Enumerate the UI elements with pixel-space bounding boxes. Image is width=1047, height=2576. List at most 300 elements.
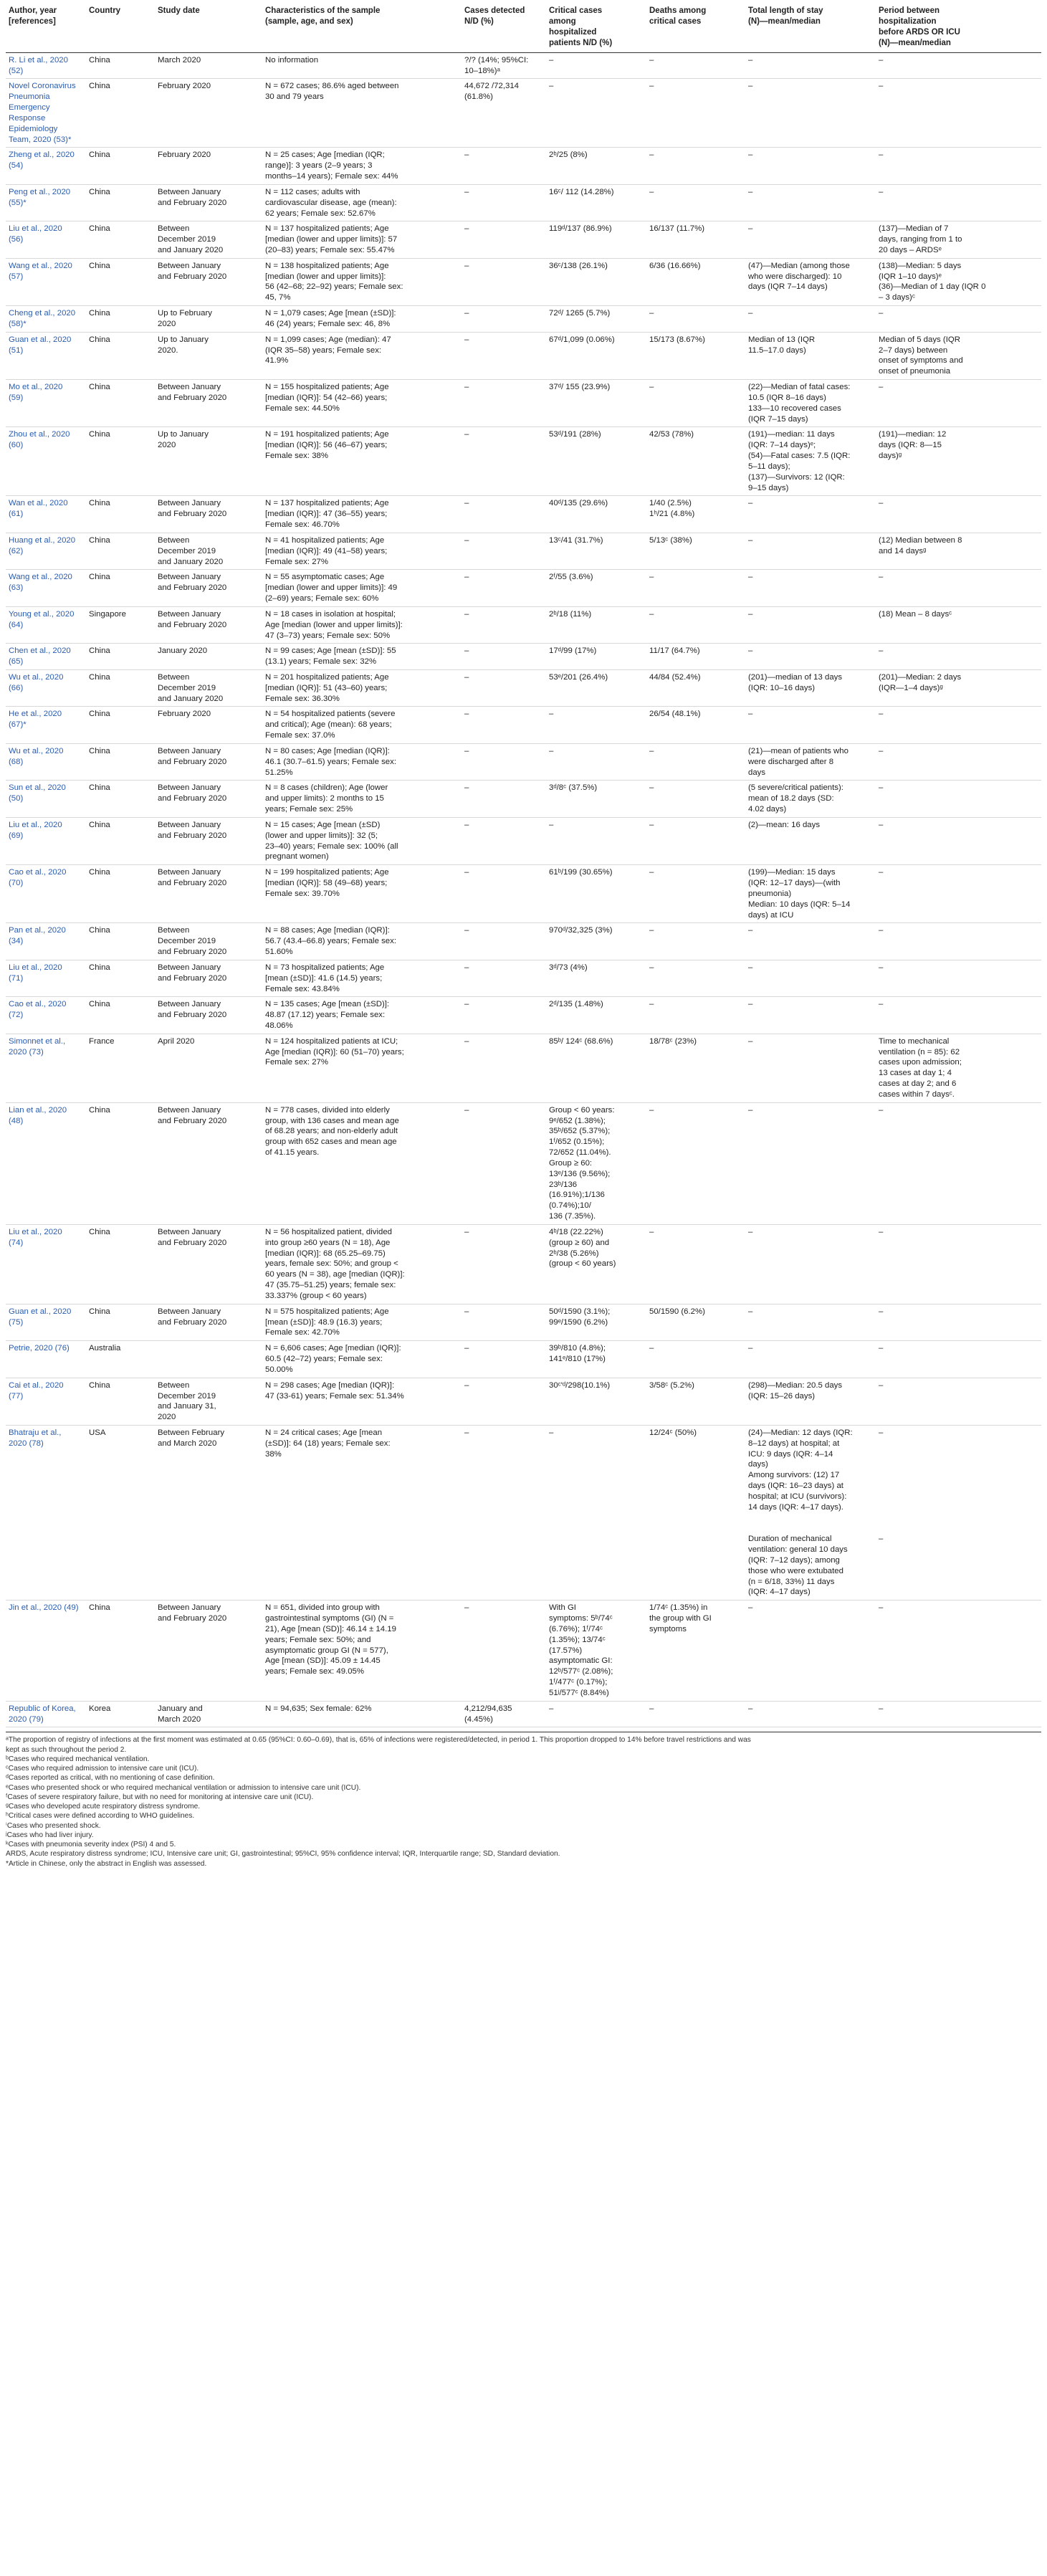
cell-characteristics: N = 55 asymptomatic cases; Age [median (lower and upper limits)]: 49 (2–69) years; Female sex: 60% [265,573,398,604]
cell-deaths: 5/13ᶜ (38%) [649,535,692,545]
cell-total-stay: (5 severe/critical patients): mean of 18.2 days (SD: 4.02 days) [748,783,843,814]
cell-critical-cases: 40ᵈ/135 (29.6%) [549,499,608,508]
cell-total-stay: (24)—Median: 12 days (IQR: 8–12 days) at hospital; at ICU: 9 days (IQR: 4–14 days) Among survivors: (12) 17 days (IQR: 16–23 days) at hospital; at ICU (survivors): 14 days (IQR: 4–17 days). Duration of mechanical ventilation: general 10 days (IQR: 7–12 days); among those who were extubated (n = 6/18, 33%) 11 days (IQR: 4–17 days) [748,1428,853,1597]
cell-critical-cases: 85ᵇ/ 124ᶜ (68.6%) [549,1036,613,1046]
table-body [6,52,1041,1727]
cell-cases-detected: 44,672 /72,314 (61.8%) [464,82,520,102]
cell-total-stay: – [748,926,753,935]
cell-characteristics: N = 56 hospitalized patient, divided into group ≥60 years (N = 18), Age [median (IQR)]: 68 (65.25–69.75) years, female sex: 50%; and group < 60 years (N = 38), age [median (IQR)]: 47 (35.75–51.25) years; female sex: 33.337% (group < 60 years) [265,1227,405,1300]
cell-deaths: – [649,1227,654,1236]
cell-author: R. Li et al., 2020 (52) [9,55,68,75]
cell-author: Chen et al., 2020 (65) [9,647,71,667]
cell-deaths: – [649,1000,654,1009]
cell-period: – [879,82,884,91]
table-row [6,606,1041,643]
cell-critical-cases: 2ᵇ/25 (8%) [549,151,588,160]
cell-characteristics: N = 672 cases; 86.6% aged between 30 and 79 years [265,82,399,102]
cell-total-stay: – [748,647,753,656]
cell-cases-detected: – [464,1227,469,1236]
cell-total-stay: (298)—Median: 20.5 days (IQR: 15–26 days) [748,1380,843,1401]
cell-period: Median of 5 days (IQR 2–7 days) between onset of symptoms and onset of pneumonia [879,335,963,376]
cell-period: – [879,309,884,318]
cell-cases-detected: – [464,868,469,877]
table-footnotes [6,1732,1041,1869]
cell-critical-cases: 2ᵈ/135 (1.48%) [549,1000,603,1009]
cell-cases-detected: – [464,1036,469,1046]
table-row [6,1425,1041,1600]
cell-country: China [89,672,110,682]
cell-cases-detected: ?/? (14%; 95%CI: 10–18%)ᵃ [464,55,529,75]
header-deaths: Deaths among critical cases [646,4,745,52]
cell-author: Cheng et al., 2020 (58)* [9,309,76,328]
cell-study-date: Up to January 2020 [158,430,209,450]
cell-cases-detected: – [464,309,469,318]
cell-critical-cases: – [549,746,554,755]
cell-author: Wang et al., 2020 (57) [9,261,72,281]
cell-cases-detected: – [464,710,469,719]
cell-characteristics: N = 94,635; Sex female: 62% [265,1704,372,1713]
cell-characteristics: N = 8 cases (children); Age (lower and upper limits): 2 months to 15 years; Female sex: 25% [265,783,388,814]
header-author: Author, year [references] [6,4,86,52]
footnote: ARDS, Acute respiratory distress syndrome; ICU, Intensive care unit; GI, gastrointestinal; 95%CI, 95% confidence interval; IQR, Interquartile range; SD, Standard deviation. [6,1850,560,1859]
cell-critical-cases: – [549,710,554,719]
cell-study-date: Between January and February 2020 [158,1307,227,1327]
cell-deaths: – [649,309,654,318]
cell-characteristics: N = 24 critical cases; Age [mean (±SD)]: 64 (18) years; Female sex: 38% [265,1428,391,1459]
cell-country: China [89,710,110,719]
cell-cases-detected: – [464,1428,469,1437]
cell-total-stay: Median of 13 (IQR 11.5–17.0 days) [748,335,816,355]
cell-country: China [89,1380,110,1390]
header-study-date: Study date [155,4,262,52]
cell-total-stay: (199)—Median: 15 days (IQR: 12–17 days)—(with pneumonia) Median: 10 days (IQR: 5–14 days) at ICU [748,868,851,920]
cell-author: Cai et al., 2020 (77) [9,1380,64,1401]
cell-study-date: Between January and February 2020 [158,1105,227,1125]
footnote: *Article in Chinese, only the abstract in English was assessed. [6,1859,207,1868]
table-row [6,380,1041,427]
cell-characteristics: N = 124 hospitalized patients at ICU; Age [median (IQR)]: 60 (51–70) years; Female sex: 27% [265,1036,404,1067]
cell-total-stay: – [748,82,753,91]
cell-author: Cao et al., 2020 (72) [9,1000,67,1020]
cell-period: – [879,1603,884,1613]
table-row [6,570,1041,606]
cell-cases-detected: – [464,609,469,619]
table-row [6,533,1041,569]
cell-characteristics: N = 99 cases; Age [mean (±SD)]: 55 (13.1) years; Female sex: 32% [265,647,396,667]
cell-cases-detected: – [464,1344,469,1353]
footnote: ᶜCases who required admission to intensive care unit (ICU). [6,1765,199,1773]
cell-deaths: – [649,383,654,392]
cell-deaths: – [649,573,654,582]
cell-cases-detected: – [464,783,469,793]
cell-deaths: – [649,868,654,877]
cell-total-stay: – [748,1344,753,1353]
cell-period: (18) Mean – 8 daysᶜ [879,609,952,619]
cell-country: China [89,868,110,877]
cell-country: USA [89,1428,106,1437]
table-row [6,306,1041,333]
cell-deaths: 44/84 (52.4%) [649,672,701,682]
cell-cases-detected: – [464,1603,469,1613]
cell-deaths: 42/53 (78%) [649,430,694,439]
table-row [6,52,1041,79]
footnote: ᵃThe proportion of registry of infections at the first moment was estimated at 0.65 (95%CI: 0.60–0.69), that is, 65% of infections were registered/detected, in period 1. This proportion dropped to 14% before travel restrictions and was [6,1736,751,1745]
cell-period: – [879,1105,884,1115]
table-row [6,79,1041,148]
cell-cases-detected: – [464,926,469,935]
cell-country: China [89,309,110,318]
table-row [6,960,1041,996]
cell-period: (201)—Median: 2 days (IQR—1–4 days)ᵍ [879,672,962,692]
cell-author: Mo et al., 2020 (59) [9,383,63,402]
cell-characteristics: N = 137 hospitalized patients; Age [median (lower and upper limits)]: 57 (20–83) years; Female sex: 55.47% [265,224,398,254]
cell-period: – [879,1704,884,1713]
cell-study-date: February 2020 [158,710,211,719]
cell-characteristics: N = 778 cases, divided into elderly group, with 136 cases and mean age of 68.28 years; and non-elderly adult group with 652 cases and mean age of 41.15 years. [265,1105,399,1158]
cell-critical-cases: – [549,55,554,65]
cell-period: (138)—Median: 5 days (IQR 1–10 days)ᵉ (36)—Median of 1 day (IQR 0 – 3 days)ᶜ [879,261,986,302]
table-row [6,1034,1041,1102]
cell-characteristics: N = 138 hospitalized patients; Age [median (lower and upper limits)]: 56 (42–68; 22–92) years; Female sex: 45, 7% [265,261,403,302]
footnote: ᶠCases of severe respiratory failure, but with no need for monitoring at intensive care unit (ICU). [6,1793,314,1801]
cell-author: Liu et al., 2020 (69) [9,820,62,840]
cell-cases-detected: – [464,746,469,755]
cell-critical-cases: 39ᵇ/810 (4.8%); 141ᵉ/810 (17%) [549,1344,606,1364]
table-row [6,997,1041,1034]
cell-author: Wan et al., 2020 (61) [9,499,68,519]
cell-study-date: Between December 2019 and February 2020 [158,926,227,957]
cell-author: Republic of Korea, 2020 (79) [9,1704,76,1724]
cell-author: Novel Coronavirus Pneumonia Emergency Response Epidemiology Team, 2020 (53)* [9,82,76,144]
cell-deaths: – [649,926,654,935]
cell-characteristics: N = 201 hospitalized patients; Age [median (IQR)]: 51 (43–60) years; Female sex: 36.30% [265,672,389,703]
cell-critical-cases: 36ᶜ/138 (26.1%) [549,261,608,270]
cell-author: Cao et al., 2020 (70) [9,868,67,888]
cell-characteristics: N = 155 hospitalized patients; Age [median (IQR)]: 54 (42–66) years; Female sex: 44.50% [265,383,389,413]
cell-critical-cases: 61ᵇ/199 (30.65%) [549,868,613,877]
cell-country: France [89,1036,115,1046]
cell-characteristics: N = 1,079 cases; Age [mean (±SD)]: 46 (24) years; Female sex: 46, 8% [265,309,396,328]
cell-critical-cases: 30ᶜ'ᵈ/298(10.1%) [549,1380,611,1390]
cell-total-stay: – [748,609,753,619]
cell-total-stay: – [748,1105,753,1115]
table-row [6,184,1041,221]
cell-deaths: – [649,187,654,196]
cell-cases-detected: 4,212/94,635 (4.45%) [464,1704,512,1724]
cell-total-stay: (47)—Median (among those who were discharged): 10 days (IQR 7–14 days) [748,261,850,292]
cell-period: Time to mechanical ventilation (n = 85): 62 cases upon admission; 13 cases at day 1; 4 cases at day 2; and 6 cases within 7 daysᶜ. [879,1036,962,1099]
cell-study-date: Between January and February 2020 [158,820,227,840]
cell-critical-cases: – [549,1704,554,1713]
cell-country: China [89,261,110,270]
cell-country: China [89,746,110,755]
cell-deaths: – [649,609,654,619]
cell-period: – [879,926,884,935]
cell-study-date: Between January and February 2020 [158,746,227,766]
cell-deaths: – [649,1344,654,1353]
cell-total-stay: – [748,1036,753,1046]
cell-country: China [89,187,110,196]
cell-study-date: Up to February 2020 [158,309,212,328]
cell-deaths: 6/36 (16.66%) [649,261,701,270]
table-row [6,258,1041,305]
cell-country: Australia [89,1344,121,1353]
cell-critical-cases: 2ᵇ/18 (11%) [549,609,592,619]
cell-deaths: – [649,746,654,755]
table-row [6,669,1041,706]
cell-characteristics: N = 80 cases; Age [median (IQR)]: 46.1 (30.7–61.5) years; Female sex: 51.25% [265,746,396,777]
cell-author: Wu et al., 2020 (68) [9,746,64,766]
table-row [6,332,1041,379]
footnote: ᵈCases reported as critical, with no mentioning of case definition. [6,1774,215,1783]
cell-total-stay: (21)—mean of patients who were discharged after 8 days [748,746,848,777]
cell-total-stay: – [748,535,753,545]
cell-characteristics: N = 6,606 cases; Age [median (IQR)]: 60.5 (42–72) years; Female sex: 50.00% [265,1344,401,1374]
cell-total-stay: – [748,963,753,972]
cell-total-stay: (22)—Median of fatal cases: 10.5 (IQR 8–16 days) 133—10 recovered cases (IQR 7–15 days) [748,383,851,424]
cell-study-date: February 2020 [158,151,211,160]
footnote: ᵉCases who presented shock or who required mechanical ventilation or admission to intensive care unit (ICU). [6,1783,361,1792]
cell-period: – [879,1000,884,1009]
cell-period: – [879,1227,884,1236]
cell-total-stay: (191)—median: 11 days (IQR: 7–14 days)ᵉ; (54)—Fatal cases: 7.5 (IQR: 5–11 days); (137)—Survivors: 12 (IQR: 9–15 days) [748,430,851,492]
cell-cases-detected: – [464,963,469,972]
table-row [6,644,1041,670]
cell-period: – [879,820,884,829]
cell-critical-cases: 4ᵇ/18 (22.22%) (group ≥ 60) and 2ᵇ/38 (5.26%) (group < 60 years) [549,1227,616,1269]
cell-country: China [89,647,110,656]
cell-author: Zheng et al., 2020 (54) [9,151,75,171]
cell-cases-detected: – [464,1307,469,1316]
cell-critical-cases: – [549,1428,554,1437]
cell-period: – [879,1380,884,1390]
cell-country: China [89,82,110,91]
cell-characteristics: N = 41 hospitalized patients; Age [median (IQR)]: 49 (41–58) years; Female sex: 27% [265,535,388,566]
footnote: ʰCritical cases were defined according to WHO guidelines. [6,1812,195,1821]
cell-characteristics: N = 88 cases; Age [median (IQR)]: 56.7 (43.4–66.8) years; Female sex: 51.60% [265,926,396,957]
cell-country: China [89,1603,110,1613]
cell-deaths: 18/78ᶜ (23%) [649,1036,697,1046]
cell-country: China [89,783,110,793]
cell-period: – [879,647,884,656]
cell-country: China [89,499,110,508]
cell-critical-cases: Group < 60 years: 9ᵉ/652 (1.38%); 35ᵇ/652 (5.37%); 1ᶠ/652 (0.15%); 72/652 (11.04%). Group ≥ 60: 13ᵉ/136 (9.56%); 23ᵇ/136 (16.91%);1/136 (0.74%);10/ 136 (7.35%). [549,1105,615,1221]
cell-characteristics: N = 25 cases; Age [median (IQR; range)]: 3 years (2–9 years; 3 months–14 years); Female sex: 44% [265,151,398,181]
cell-deaths: – [649,1105,654,1115]
header-cases-detected: Cases detected N/D (%) [462,4,546,52]
cell-study-date: Between January and February 2020 [158,1227,227,1247]
cell-characteristics: N = 651, divided into group with gastrointestinal symptoms (GI) (N = 21), Age [mean (SD)]: 46.14 ± 14.19 years; Female sex: 50%; and asymptomatic group GI (N = 577), Age [mean (SD)]: 45.09 ± 14.45 years; Female sex: 49.05% [265,1603,396,1676]
cell-study-date: March 2020 [158,55,201,65]
cell-period: – [879,746,884,755]
cell-study-date: Up to January 2020. [158,335,209,355]
cell-deaths: – [649,55,654,65]
cell-deaths: 15/173 (8.67%) [649,335,705,344]
footnote: ᵏCases with pneumonia severity index (PSI) 4 and 5. [6,1841,176,1849]
table-row [6,1102,1041,1224]
footnote: ʲCases who had liver injury. [6,1831,94,1839]
cell-characteristics: N = 1,099 cases; Age (median): 47 (IQR 35–58) years; Female sex: 41.9% [265,335,391,366]
cell-characteristics: N = 199 hospitalized patients; Age [median (IQR)]: 58 (49–68) years; Female sex: 39.70% [265,868,389,898]
table-row [6,1341,1041,1378]
cell-country: China [89,1105,110,1115]
cell-cases-detected: – [464,573,469,582]
cell-cases-detected: – [464,151,469,160]
cell-country: China [89,926,110,935]
cell-deaths: – [649,963,654,972]
cell-period: – [879,710,884,719]
cell-deaths: 1/74ᶜ (1.35%) in the group with GI symptoms [649,1603,712,1633]
cell-critical-cases: 3ᵈ/73 (4%) [549,963,588,972]
cell-author: Peng et al., 2020 (55)* [9,187,71,207]
cell-critical-cases: 67ᵈ/1,099 (0.06%) [549,335,615,344]
cell-critical-cases: – [549,82,554,91]
cell-deaths: – [649,151,654,160]
cell-total-stay: (201)—median of 13 days (IQR: 10–16 days) [748,672,843,692]
cell-study-date: Between January and February 2020 [158,499,227,519]
header-country: Country [86,4,155,52]
cell-critical-cases: 17ᵈ/99 (17%) [549,647,597,656]
cell-deaths: 12/24ᶜ (50%) [649,1428,697,1437]
cell-characteristics: N = 73 hospitalized patients; Age [mean (±SD)]: 41.6 (14.5) years; Female sex: 43.84% [265,963,385,993]
footnote: ᵇCases who required mechanical ventilation. [6,1755,150,1763]
cell-author: Huang et al., 2020 (62) [9,535,76,555]
cell-cases-detected: – [464,535,469,545]
table-row [6,817,1041,864]
cell-period: (12) Median between 8 and 14 daysᵍ [879,535,962,555]
cell-critical-cases: With GI symptoms: 5ᵇ/74ᶜ (6.76%); 1ᶠ/74ᶜ (1.35%); 13/74ᶜ (17.57%) asymptomatic GI: 12ᵇ/577ᶜ (2.08%); 1ᶠ/477ᶜ (0.17%); 51ʲ/577ᶜ (8.84%) [549,1603,613,1697]
header-characteristics: Characteristics of the sample (sample, age, and sex) [262,4,462,52]
cell-author: Liu et al., 2020 (74) [9,1227,62,1247]
cell-author: Sun et al., 2020 (50) [9,783,66,803]
cell-author: Simonnet et al., 2020 (73) [9,1036,66,1056]
cell-total-stay: – [748,187,753,196]
cell-cases-detected: – [464,672,469,682]
footnote: ᵍCases who developed acute respiratory distress syndrome. [6,1803,201,1811]
table-row [6,743,1041,780]
cell-deaths: 26/54 (48.1%) [649,710,701,719]
cell-study-date: January and March 2020 [158,1704,203,1724]
cell-study-date: Between January and February 2020 [158,383,227,402]
cell-cases-detected: – [464,187,469,196]
cell-critical-cases: 72ᵈ/ 1265 (5.7%) [549,309,611,318]
cell-author: He et al., 2020 (67)* [9,710,62,730]
cell-cases-detected: – [464,383,469,392]
table-row [6,781,1041,817]
cell-critical-cases: 53ᵈ/191 (28%) [549,430,601,439]
cell-characteristics: No information [265,55,319,65]
table-row [6,1701,1041,1727]
cell-cases-detected: – [464,820,469,829]
cell-author: Zhou et al., 2020 (60) [9,430,70,450]
cell-cases-detected: – [464,499,469,508]
cell-country: China [89,1227,110,1236]
footnote: ⁱCases who presented shock. [6,1821,101,1830]
cell-total-stay: – [748,224,753,234]
cell-study-date [155,1341,262,1378]
cell-cases-detected: – [464,224,469,234]
cell-period: – [879,963,884,972]
cell-cases-detected: – [464,1105,469,1115]
cell-cases-detected: – [464,261,469,270]
cell-deaths: – [649,1704,654,1713]
cell-total-stay: – [748,1307,753,1316]
cell-study-date: Between December 2019 and January 2020 [158,224,224,254]
cell-deaths: 11/17 (64.7%) [649,647,700,656]
cell-study-date: Between January and February 2020 [158,1603,227,1623]
cell-cases-detected: – [464,1000,469,1009]
cell-study-date: January 2020 [158,647,208,656]
cell-period: – [879,187,884,196]
cell-author: Jin et al., 2020 (49) [9,1603,79,1613]
cell-country: China [89,224,110,234]
cell-country: Korea [89,1704,111,1713]
header-critical-cases: Critical cases among hospitalized patients N/D (%) [546,4,646,52]
cell-total-stay: – [748,1000,753,1009]
cell-cases-detected: – [464,1380,469,1390]
cell-author: Liu et al., 2020 (56) [9,224,62,244]
cell-study-date: Between January and February 2020 [158,783,227,803]
cell-period: – [879,868,884,877]
cell-critical-cases: 119ᵈ/137 (86.9%) [549,224,612,234]
table-row [6,865,1041,923]
cell-critical-cases: 13ᶜ/41 (31.7%) [549,535,603,545]
cell-total-stay: – [748,573,753,582]
cell-country: China [89,535,110,545]
table-row [6,1378,1041,1425]
cell-total-stay: – [748,309,753,318]
cell-total-stay: – [748,1603,753,1613]
cell-characteristics: N = 137 hospitalized patients; Age [median (IQR)]: 47 (36–55) years; Female sex: 46.70% [265,499,389,530]
header-row [6,4,1041,52]
header-total-stay: Total length of stay (N)—mean/median [745,4,876,52]
cell-critical-cases: 16ᶜ/ 112 (14.28%) [549,187,614,196]
cell-cases-detected: – [464,430,469,439]
cell-author: Liu et al., 2020 (71) [9,963,62,983]
cell-country: China [89,151,110,160]
cell-cases-detected: – [464,647,469,656]
cell-total-stay: (2)—mean: 16 days [748,820,821,829]
cell-critical-cases: 37ᵈ/ 155 (23.9%) [549,383,611,392]
cell-total-stay: – [748,1704,753,1713]
cell-total-stay: – [748,151,753,160]
cell-total-stay: – [748,1227,753,1236]
cell-deaths: – [649,783,654,793]
cell-deaths: – [649,820,654,829]
cell-characteristics: N = 112 cases; adults with cardiovascular disease, age (mean): 62 years; Female sex: 52.67% [265,187,397,218]
cell-period: – [879,383,884,392]
header-period: Period between hospitalization before ARDS OR ICU (N)—mean/median [876,4,1041,52]
cell-author: Guan et al., 2020 (51) [9,335,72,355]
cell-period: – [879,1344,884,1353]
cell-author: Petrie, 2020 (76) [9,1344,70,1353]
table-row [6,1601,1041,1701]
cell-critical-cases: 3ᵈ/8ᶜ (37.5%) [549,783,598,793]
cell-period: – [879,573,884,582]
cell-total-stay: – [748,499,753,508]
cell-characteristics: N = 18 cases in isolation at hospital; Age [median (lower and upper limits)]: 47 (3–73) years; Female sex: 50% [265,609,403,640]
cell-total-stay: – [748,55,753,65]
cell-period: – [879,55,884,65]
cell-period: – [879,783,884,793]
cell-cases-detected: – [464,335,469,344]
cell-period: – [879,499,884,508]
cell-country: China [89,430,110,439]
cell-study-date: Between January and February 2020 [158,963,227,983]
table-row [6,1224,1041,1304]
table-row [6,1304,1041,1340]
table-row [6,923,1041,960]
